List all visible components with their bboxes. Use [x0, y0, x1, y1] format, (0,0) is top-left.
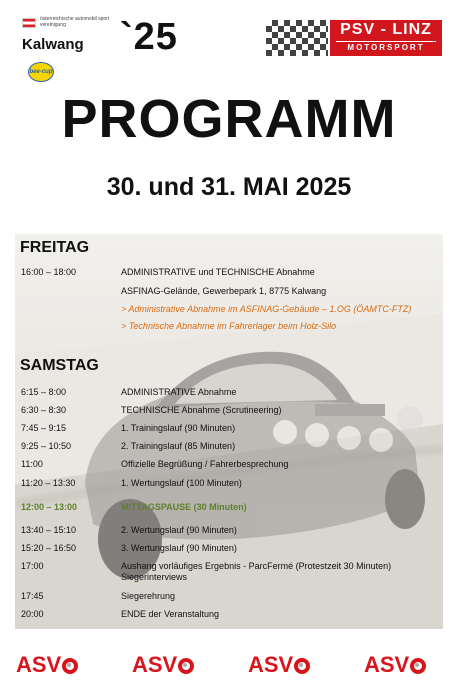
asvo-logo-1 [16, 652, 78, 678]
program-panel [15, 234, 443, 629]
austria-flag-icon [22, 18, 36, 28]
asvo-o-icon [294, 658, 310, 674]
event-dates: 30. und 31. MAI 2025 [106, 173, 352, 201]
freitag-desc-1: ASFINAG-Gelände, Gewerbepark 1, 8775 Kalwang [121, 286, 327, 296]
samstag-time-break: 12:00 – 13:00 [21, 502, 78, 512]
asvo-o-icon [410, 658, 426, 674]
psv-linz-logo [266, 20, 442, 56]
section-samstag: SAMSTAG [20, 357, 99, 374]
samstag-desc-4: Offizielle Begrüßung / Fahrerbesprechung [121, 459, 289, 469]
psv-name: PSV - LINZ [340, 21, 432, 38]
samstag-desc-11: ENDE der Veranstaltung [121, 609, 220, 619]
samstag-time-5: 11:20 – 13:30 [21, 478, 76, 488]
samstag-time-10: 17:45 [21, 591, 44, 601]
samstag-time-9: 17:00 [21, 561, 44, 571]
samstag-time-8: 15:20 – 16:50 [21, 543, 77, 553]
asvo-logo-text: ASV [248, 652, 294, 677]
psv-badge [330, 20, 442, 56]
checkered-flag-icon [266, 20, 328, 56]
samstag-desc-2: 1. Trainingslauf (90 Minuten) [121, 423, 236, 433]
asvo-logo-text: ASV [364, 652, 410, 677]
asvo-o-icon [62, 658, 78, 674]
samstag-time-2: 7:45 – 9:15 [21, 423, 67, 433]
asvo-o-icon [178, 658, 194, 674]
asvo-logo-text: ASV [16, 652, 62, 677]
event-logo [22, 14, 132, 84]
asvo-logo-4 [364, 652, 426, 678]
samstag-time-3: 9:25 – 10:50 [21, 441, 72, 451]
psv-sub: MOTORSPORT [347, 43, 425, 52]
asvo-logo-2 [132, 652, 194, 678]
freitag-time-0: 16:00 – 18:00 [21, 267, 77, 277]
samstag-desc-break: MITTAGSPAUSE (30 Minuten) [121, 502, 247, 512]
section-freitag: FREITAG [20, 239, 90, 256]
freitag-note-admin: > Administrative Abnahme im ASFINAG-Gebäude – 1.OG (ÖAMTC-FTZ) [121, 304, 412, 314]
samstag-desc-5: 1. Wertungslauf (100 Minuten) [121, 478, 242, 488]
samstag-desc-10: Siegerehrung [121, 591, 176, 601]
samstag-desc-1: TECHNISCHE Abnahme (Scrutineering) [121, 405, 282, 415]
samstag-time-1: 6:30 – 8:30 [21, 405, 67, 415]
cup-logo-icon: bee-cup [28, 62, 54, 82]
samstag-desc-8: 3. Wertungslauf (90 Minuten) [121, 543, 237, 553]
asvo-logo-3 [248, 652, 310, 678]
freitag-note-tech: > Technische Abnahme im Fahrerlager beim Holz-Silo [121, 321, 337, 331]
kalwang-label: Kalwang [22, 36, 84, 53]
year-label: `25 [120, 16, 178, 58]
samstag-desc-0: ADMINISTRATIVE Abnahme [121, 387, 237, 397]
program-rows [15, 234, 443, 629]
asvo-logo-text: ASV [132, 652, 178, 677]
samstag-desc-9: Aushang vorläufiges Ergebnis - ParcFermé (Protestzeit 30 Minuten) Siegerinterviews [121, 561, 392, 582]
samstag-desc-3: 2. Trainingslauf (85 Minuten) [121, 441, 236, 451]
samstag-time-0: 6:15 – 8:00 [21, 387, 67, 397]
samstag-time-11: 20:00 [21, 609, 44, 619]
page-title: PROGRAMM [61, 89, 397, 149]
samstag-desc-7: 2. Wertungslauf (90 Minuten) [121, 525, 237, 535]
samstag-time-7: 13:40 – 15:10 [21, 525, 77, 535]
freitag-desc-0: ADMINISTRATIVE und TECHNISCHE Abnahme [121, 267, 315, 277]
org-small-text: österreichische automobil sport vereinigung [40, 16, 110, 28]
psv-divider [336, 41, 436, 42]
samstag-time-4: 11:00 [21, 459, 43, 469]
